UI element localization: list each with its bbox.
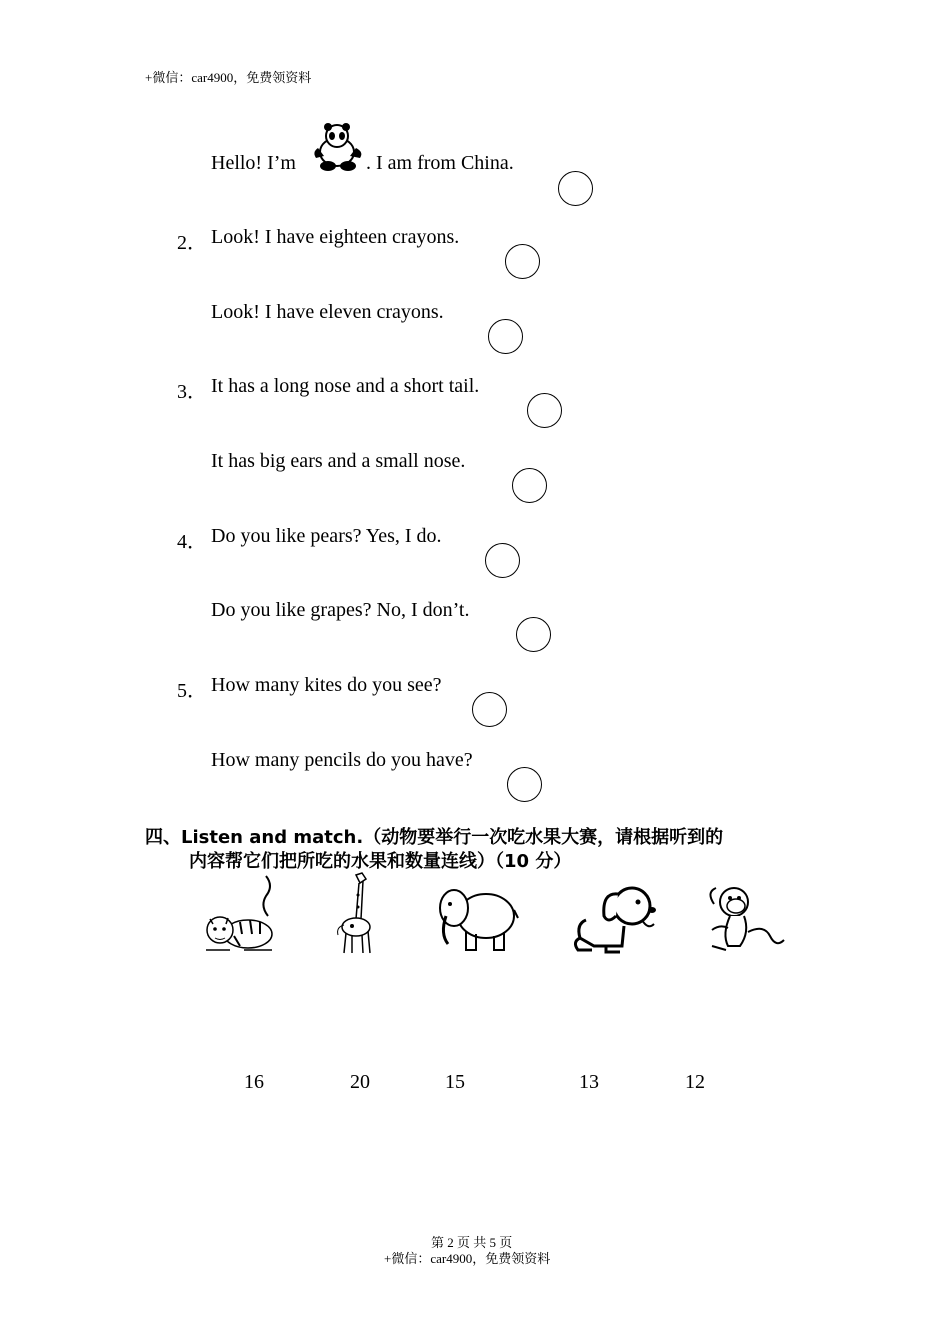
answer-circle[interactable] (507, 767, 542, 802)
section-4-title-line1: 四、Listen and match.（动物要举行一次吃水果大赛，请根据听到的 (145, 827, 724, 848)
answer-circle[interactable] (516, 617, 551, 652)
footer-watermark: +微信：car4900，免费领资料 (384, 1251, 551, 1266)
item-2-number: 2． (177, 232, 207, 254)
elephant-icon (436, 882, 520, 954)
item-4-text: Do you like pears? Yes, I do. (211, 525, 442, 547)
tiger-icon (200, 872, 280, 958)
dog-icon (572, 880, 662, 956)
number-option[interactable]: 15 (445, 1071, 465, 1093)
answer-circle[interactable] (472, 692, 507, 727)
item-2b-text: Look! I have eleven crayons. (211, 301, 444, 323)
number-option[interactable]: 12 (685, 1071, 705, 1093)
giraffe-icon (332, 871, 382, 957)
header-watermark: +微信：car4900，免费领资料 (145, 70, 312, 85)
item-3b-text: It has big ears and a small nose. (211, 450, 466, 472)
answer-circle[interactable] (558, 171, 593, 206)
item-4-number: 4． (177, 531, 207, 553)
item-2-text: Look! I have eighteen crayons. (211, 226, 460, 248)
answer-circle[interactable] (488, 319, 523, 354)
item-3-text: It has a long nose and a short tail. (211, 375, 480, 397)
page-number: 第 2 页 共 5 页 (431, 1235, 513, 1250)
monkey-icon (704, 884, 788, 956)
section-4-title-line2: 内容帮它们把所吃的水果和数量连线）（10 分） (189, 851, 572, 872)
item-4b-text: Do you like grapes? No, I don’t. (211, 599, 470, 621)
answer-circle[interactable] (512, 468, 547, 503)
answer-circle[interactable] (505, 244, 540, 279)
answer-circle[interactable] (485, 543, 520, 578)
panda-icon (310, 122, 366, 174)
item-1-text-after: . I am from China. (366, 152, 514, 174)
item-5-number: 5． (177, 680, 207, 702)
answer-circle[interactable] (527, 393, 562, 428)
item-5-text: How many kites do you see? (211, 674, 442, 696)
number-option[interactable]: 20 (350, 1071, 370, 1093)
number-option[interactable]: 13 (579, 1071, 599, 1093)
item-1-text-before: Hello! I’m (211, 152, 296, 174)
item-5b-text: How many pencils do you have? (211, 749, 473, 771)
number-option[interactable]: 16 (244, 1071, 264, 1093)
item-3-number: 3． (177, 381, 207, 403)
